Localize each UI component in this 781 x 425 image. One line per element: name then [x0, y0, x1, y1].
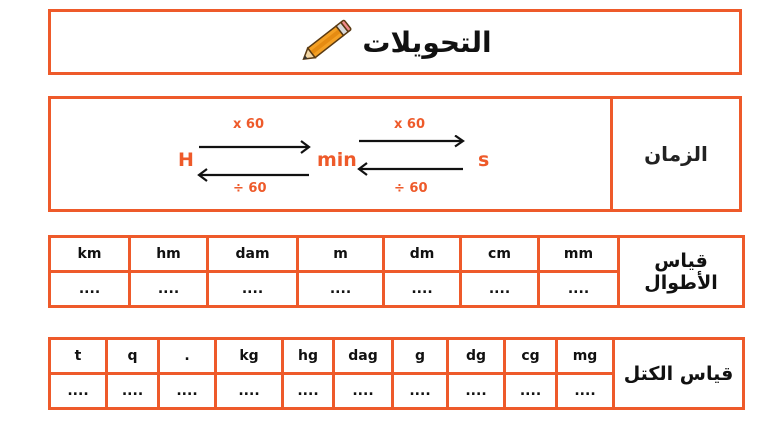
multiply-label-min-s: x 60: [394, 117, 426, 132]
conversion-arrows: [191, 135, 521, 185]
length-unit-mm: mm: [539, 237, 619, 272]
unit-second: s: [478, 149, 490, 171]
length-label: قياس الأطوال: [619, 237, 744, 307]
mass-table: [48, 337, 745, 410]
length-blank-dam[interactable]: ....: [208, 272, 298, 307]
length-blank-m[interactable]: ....: [298, 272, 384, 307]
mass-unit-g: g: [393, 339, 448, 374]
length-blank-mm[interactable]: ....: [539, 272, 619, 307]
mass-unit-cg: cg: [505, 339, 557, 374]
length-unit-km: km: [50, 237, 130, 272]
length-unit-m: m: [298, 237, 384, 272]
length-blank-km[interactable]: ....: [50, 272, 130, 307]
mass-label: قياس الكتل: [614, 339, 744, 409]
unit-hour: H: [178, 149, 194, 171]
length-blank-cm[interactable]: ....: [461, 272, 539, 307]
mass-blank-g[interactable]: ....: [393, 374, 448, 409]
length-table: [48, 235, 745, 308]
mass-blank-hg[interactable]: ....: [283, 374, 334, 409]
divide-label-min-h: ÷ 60: [233, 181, 267, 196]
mass-blank-q[interactable]: ....: [107, 374, 159, 409]
time-conversion-row: [48, 96, 742, 212]
pencil-icon: [298, 17, 356, 67]
length-blank-dm[interactable]: ....: [384, 272, 461, 307]
mass-unit-dag: dag: [334, 339, 393, 374]
length-blank-hm[interactable]: ....: [130, 272, 208, 307]
time-label: الزمان: [610, 99, 739, 209]
unit-minute: min: [317, 149, 357, 171]
length-unit-dm: dm: [384, 237, 461, 272]
mass-blank-kg[interactable]: ....: [216, 374, 283, 409]
length-unit-hm: hm: [130, 237, 208, 272]
mass-unit-mg: mg: [557, 339, 614, 374]
title-banner: [48, 9, 742, 75]
mass-unit-q: q: [107, 339, 159, 374]
mass-blank-mg[interactable]: ....: [557, 374, 614, 409]
length-unit-cm: cm: [461, 237, 539, 272]
multiply-label-h-min: x 60: [233, 117, 265, 132]
mass-unit-hg: hg: [283, 339, 334, 374]
mass-unit-t: t: [50, 339, 107, 374]
mass-unit-dot: .: [159, 339, 216, 374]
mass-blank-dag[interactable]: ....: [334, 374, 393, 409]
mass-blank-cg[interactable]: ....: [505, 374, 557, 409]
mass-blank-dg[interactable]: ....: [448, 374, 505, 409]
mass-blank-t[interactable]: ....: [50, 374, 107, 409]
divide-label-s-min: ÷ 60: [394, 181, 428, 196]
mass-unit-dg: dg: [448, 339, 505, 374]
mass-blank-dot[interactable]: ....: [159, 374, 216, 409]
mass-unit-kg: kg: [216, 339, 283, 374]
page-title: التحويلات: [362, 25, 492, 59]
length-unit-dam: dam: [208, 237, 298, 272]
